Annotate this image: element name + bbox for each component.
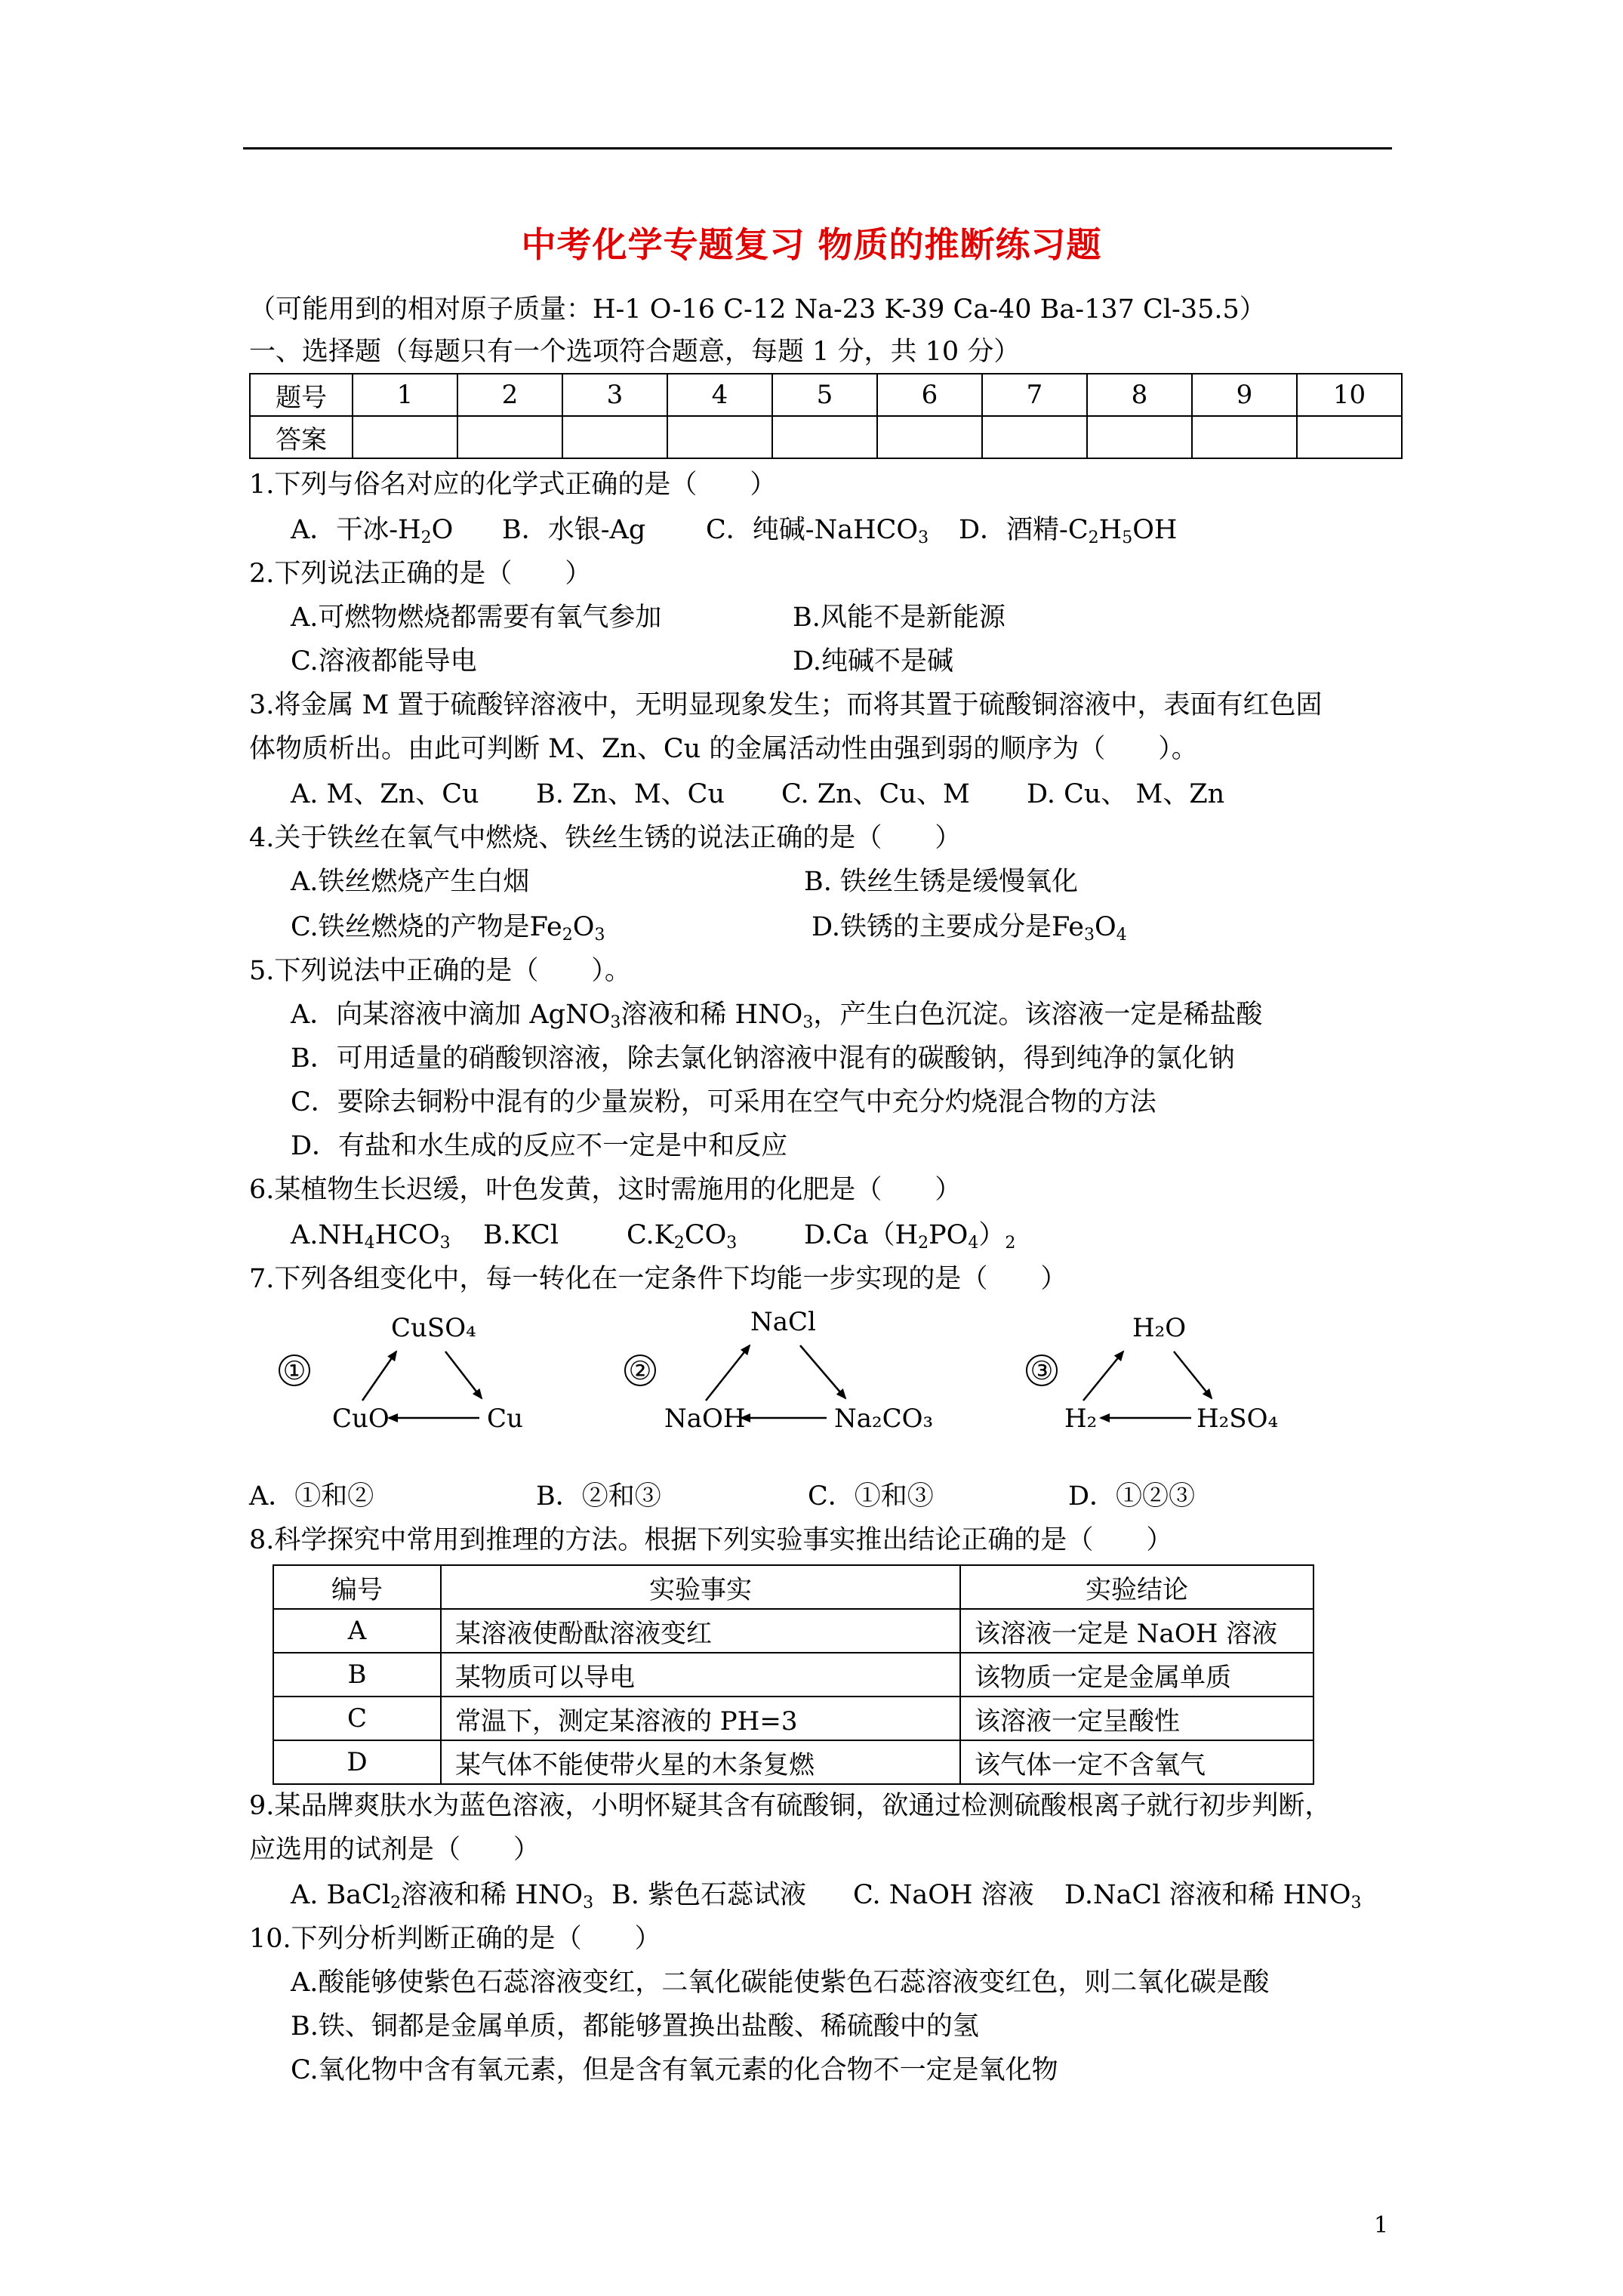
question-number-cell: 10: [1297, 374, 1402, 416]
table-cell: B: [273, 1653, 441, 1697]
answer-cell[interactable]: [562, 416, 667, 458]
arrow-cuo-to-cuso4: [362, 1351, 396, 1401]
page-number: 1: [1374, 2212, 1389, 2239]
diagram-1: [279, 1313, 523, 1434]
question-6-stem: 6.某植物生长迟缓，叶色发黄，这时需施用的化肥是（ ）: [249, 1175, 962, 1205]
question-10-option-b: B.铁、铜都是金属单质，都能够置换出盐酸、稀硫酸中的氢: [291, 2011, 979, 2042]
question-number-cell: 3: [562, 374, 667, 416]
question-2-stem: 2.下列说法正确的是（ ）: [249, 559, 592, 589]
question-4-stem: 4.关于铁丝在氧气中燃烧、铁丝生锈的说法正确的是（ ）: [249, 823, 962, 853]
section-heading: 一、选择题（每题只有一个选项符合题意，每题 1 分，共 10 分）: [249, 337, 1021, 367]
answer-cell[interactable]: [982, 416, 1087, 458]
answer-table: [249, 373, 1403, 459]
table-header-row: [273, 1565, 1313, 1609]
question-7-option-d: D．①②③: [1068, 1481, 1196, 1512]
table-header-cell: 实验结论: [960, 1565, 1313, 1609]
answer-table-row: [250, 416, 1402, 458]
question-1-option-d: D．酒精$-C_2H_5OH$: [959, 515, 1178, 547]
table-cell: 某溶液使酚酞溶液变红: [441, 1609, 960, 1653]
question-1-option-c: C．纯碱-NaHCO$_3$: [706, 515, 929, 547]
table-header-cell: 编号: [273, 1565, 441, 1609]
question-9-option-c: C. NaOH 溶液: [853, 1880, 1034, 1910]
diagram-1-top: CuSO₄: [391, 1313, 476, 1343]
answer-cell[interactable]: [1192, 416, 1297, 458]
question-number-cell: 1: [353, 374, 457, 416]
question-number-cell: 4: [667, 374, 772, 416]
table-row: [273, 1697, 1313, 1740]
question-9-option-a: A. BaCl$_2$溶液和稀 $HNO_3$: [291, 1880, 594, 1912]
answer-cell[interactable]: [772, 416, 877, 458]
question-7-stem: 7.下列各组变化中，每一转化在一定条件下均能一步实现的是（ ）: [249, 1264, 1067, 1294]
arrow-naoh-to-nacl: [706, 1345, 750, 1401]
table-cell: 某气体不能使带火星的木条复燃: [441, 1740, 960, 1784]
answer-cell[interactable]: [353, 416, 457, 458]
diagram-3-left: H₂: [1064, 1404, 1098, 1434]
question-3-option-c: C. Zn、Cu、M: [781, 779, 970, 809]
answer-cell[interactable]: [1297, 416, 1402, 458]
diagram-3-right: H₂SO₄: [1196, 1404, 1279, 1434]
question-4-option-c: C.铁丝燃烧的产物是$Fe_2O_3$: [291, 912, 605, 945]
question-5-option-c: C．要除去铜粉中混有的少量炭粉，可采用在空气中充分灼烧混合物的方法: [291, 1087, 1156, 1117]
answer-table-label: 题号: [250, 374, 353, 416]
question-7-option-a: A．①和②: [249, 1481, 374, 1512]
table-cell: D: [273, 1740, 441, 1784]
question-2-option-a: A.可燃物燃烧都需要有氧气参加: [291, 603, 662, 633]
question-2-option-c: C.溶液都能导电: [291, 646, 477, 676]
question-9-stem: 9.某品牌爽肤水为蓝色溶液，小明怀疑其含有硫酸铜，欲通过检测硫酸根离子就行初步判断，: [249, 1791, 1332, 1821]
table-cell: A: [273, 1609, 441, 1653]
diagram-3-top: H₂O: [1132, 1313, 1187, 1343]
experiment-table: [273, 1564, 1314, 1785]
diagram-1-right: Cu: [487, 1404, 523, 1434]
question-5-option-a: A．向某溶液中滴加 AgNO$_3$溶液和稀 $HNO_3$，产生白色沉淀。该溶液一定是稀盐酸: [291, 1000, 1263, 1032]
answer-cell[interactable]: [667, 416, 772, 458]
answer-table-row: [250, 374, 1402, 416]
answer-cell[interactable]: [1087, 416, 1192, 458]
arrow-cuso4-to-cu: [445, 1351, 482, 1398]
page-title: 中考化学专题复习 物质的推断练习题: [521, 224, 1102, 265]
table-cell: 该物质一定是金属单质: [960, 1653, 1313, 1697]
table-row: [273, 1609, 1313, 1653]
question-10-option-a: A.酸能够使紫色石蕊溶液变红，二氧化碳能使紫色石蕊溶液变红色，则二氧化碳是酸: [291, 1968, 1270, 1998]
question-9-option-d: D.NaCl 溶液和稀 $HNO_3$: [1064, 1880, 1362, 1912]
diagram-2-number: ②: [628, 1356, 652, 1386]
question-6-option-c: $C.K_2CO_3$: [627, 1220, 738, 1253]
table-cell: 该气体一定不含氧气: [960, 1740, 1313, 1784]
question-number-cell: 9: [1192, 374, 1297, 416]
diagram-2-right: Na₂CO₃: [834, 1404, 934, 1434]
arrow-h2o-to-h2so4: [1174, 1351, 1212, 1398]
question-8-stem: 8.科学探究中常用到推理的方法。根据下列实验事实推出结论正确的是（ ）: [249, 1525, 1173, 1555]
question-3-stem: 3.将金属 M 置于硫酸锌溶液中，无明显现象发生；而将其置于硫酸铜溶液中，表面有红色固: [249, 690, 1323, 720]
diagram-2-top: NaCl: [750, 1307, 816, 1337]
question-5-option-d: D．有盐和水生成的反应不一定是中和反应: [291, 1131, 788, 1161]
table-cell: 常温下，测定某溶液的 PH=3: [441, 1697, 960, 1740]
question-3-option-d: D. Cu、 M、Zn: [1027, 779, 1225, 809]
table-cell: 某物质可以导电: [441, 1653, 960, 1697]
atomic-mass-note: （可能用到的相对原子质量：H-1 O-16 C-12 Na-23 K-39 Ca-40 Ba-137 Cl-35.5）: [249, 294, 1266, 325]
question-6-option-d: $D.Ca(H_2PO_4)_2$: [804, 1220, 1016, 1253]
question-7-option-c: C．①和③: [808, 1481, 934, 1512]
header-rule: [243, 147, 1392, 149]
table-cell: 该溶液一定呈酸性: [960, 1697, 1313, 1740]
question-number-cell: 6: [877, 374, 982, 416]
table-cell: 该溶液一定是 NaOH 溶液: [960, 1609, 1313, 1653]
arrow-h2-to-h2o: [1083, 1351, 1123, 1401]
diagram-2-left: NaOH: [664, 1404, 746, 1434]
question-number-cell: 8: [1087, 374, 1192, 416]
question-number-cell: 2: [457, 374, 562, 416]
diagram-1-number: ①: [282, 1356, 306, 1386]
question-3-option-a: A. M、Zn、Cu: [291, 779, 479, 809]
question-10-stem: 10.下列分析判断正确的是（ ）: [249, 1924, 661, 1954]
answer-cell[interactable]: [457, 416, 562, 458]
question-4-option-b: B. 铁丝生锈是缓慢氧化: [804, 867, 1078, 897]
table-row: [273, 1740, 1313, 1784]
question-9-stem-cont: 应选用的试剂是（ ）: [249, 1835, 540, 1865]
question-2-option-d: D.纯碱不是碱: [793, 646, 953, 676]
question-7-option-b: B．②和③: [536, 1481, 661, 1512]
question-4-option-d: D.铁锈的主要成分是$Fe_3O_4$: [812, 912, 1127, 945]
question-6-option-a: $A.NH_4HCO_3$: [291, 1220, 451, 1253]
table-header-cell: 实验事实: [441, 1565, 960, 1609]
question-3-stem-cont: 体物质析出。由此可判断 M、Zn、Cu 的金属活动性由强到弱的顺序为（ ）。: [249, 734, 1198, 764]
conversion-diagrams: [264, 1299, 1321, 1450]
question-number-cell: 5: [772, 374, 877, 416]
question-4-option-a: A.铁丝燃烧产生白烟: [291, 867, 530, 897]
question-9-option-b: B. 紫色石蕊试液: [611, 1880, 806, 1910]
question-10-option-c: C.氧化物中含有氧元素，但是含有氧元素的化合物不一定是氧化物: [291, 2055, 1058, 2085]
question-1-stem: 1.下列与俗名对应的化学式正确的是（ ）: [249, 470, 777, 500]
question-number-cell: 7: [982, 374, 1087, 416]
question-1-option-b: B．水银-Ag: [502, 515, 646, 545]
question-6-option-b: B.KCl: [483, 1220, 559, 1250]
question-5-stem: 5.下列说法中正确的是（ ）。: [249, 956, 631, 986]
diagram-1-left: CuO: [332, 1404, 390, 1434]
table-row: [273, 1653, 1313, 1697]
question-2-option-b: B.风能不是新能源: [793, 603, 1006, 633]
question-1-option-a: A．干冰$-H_2O$: [291, 515, 454, 547]
answer-cell[interactable]: [877, 416, 982, 458]
diagram-3: [1027, 1313, 1278, 1434]
diagram-3-number: ③: [1030, 1356, 1054, 1386]
arrow-nacl-to-na2co3: [800, 1345, 845, 1398]
answer-table-label: 答案: [250, 416, 353, 458]
question-5-option-b: B．可用适量的硝酸钡溶液，除去氯化钠溶液中混有的碳酸钠，得到纯净的氯化钠: [291, 1043, 1235, 1074]
question-3-option-b: B. Zn、M、Cu: [536, 779, 725, 809]
table-cell: C: [273, 1697, 441, 1740]
diagram-2: [625, 1307, 933, 1434]
